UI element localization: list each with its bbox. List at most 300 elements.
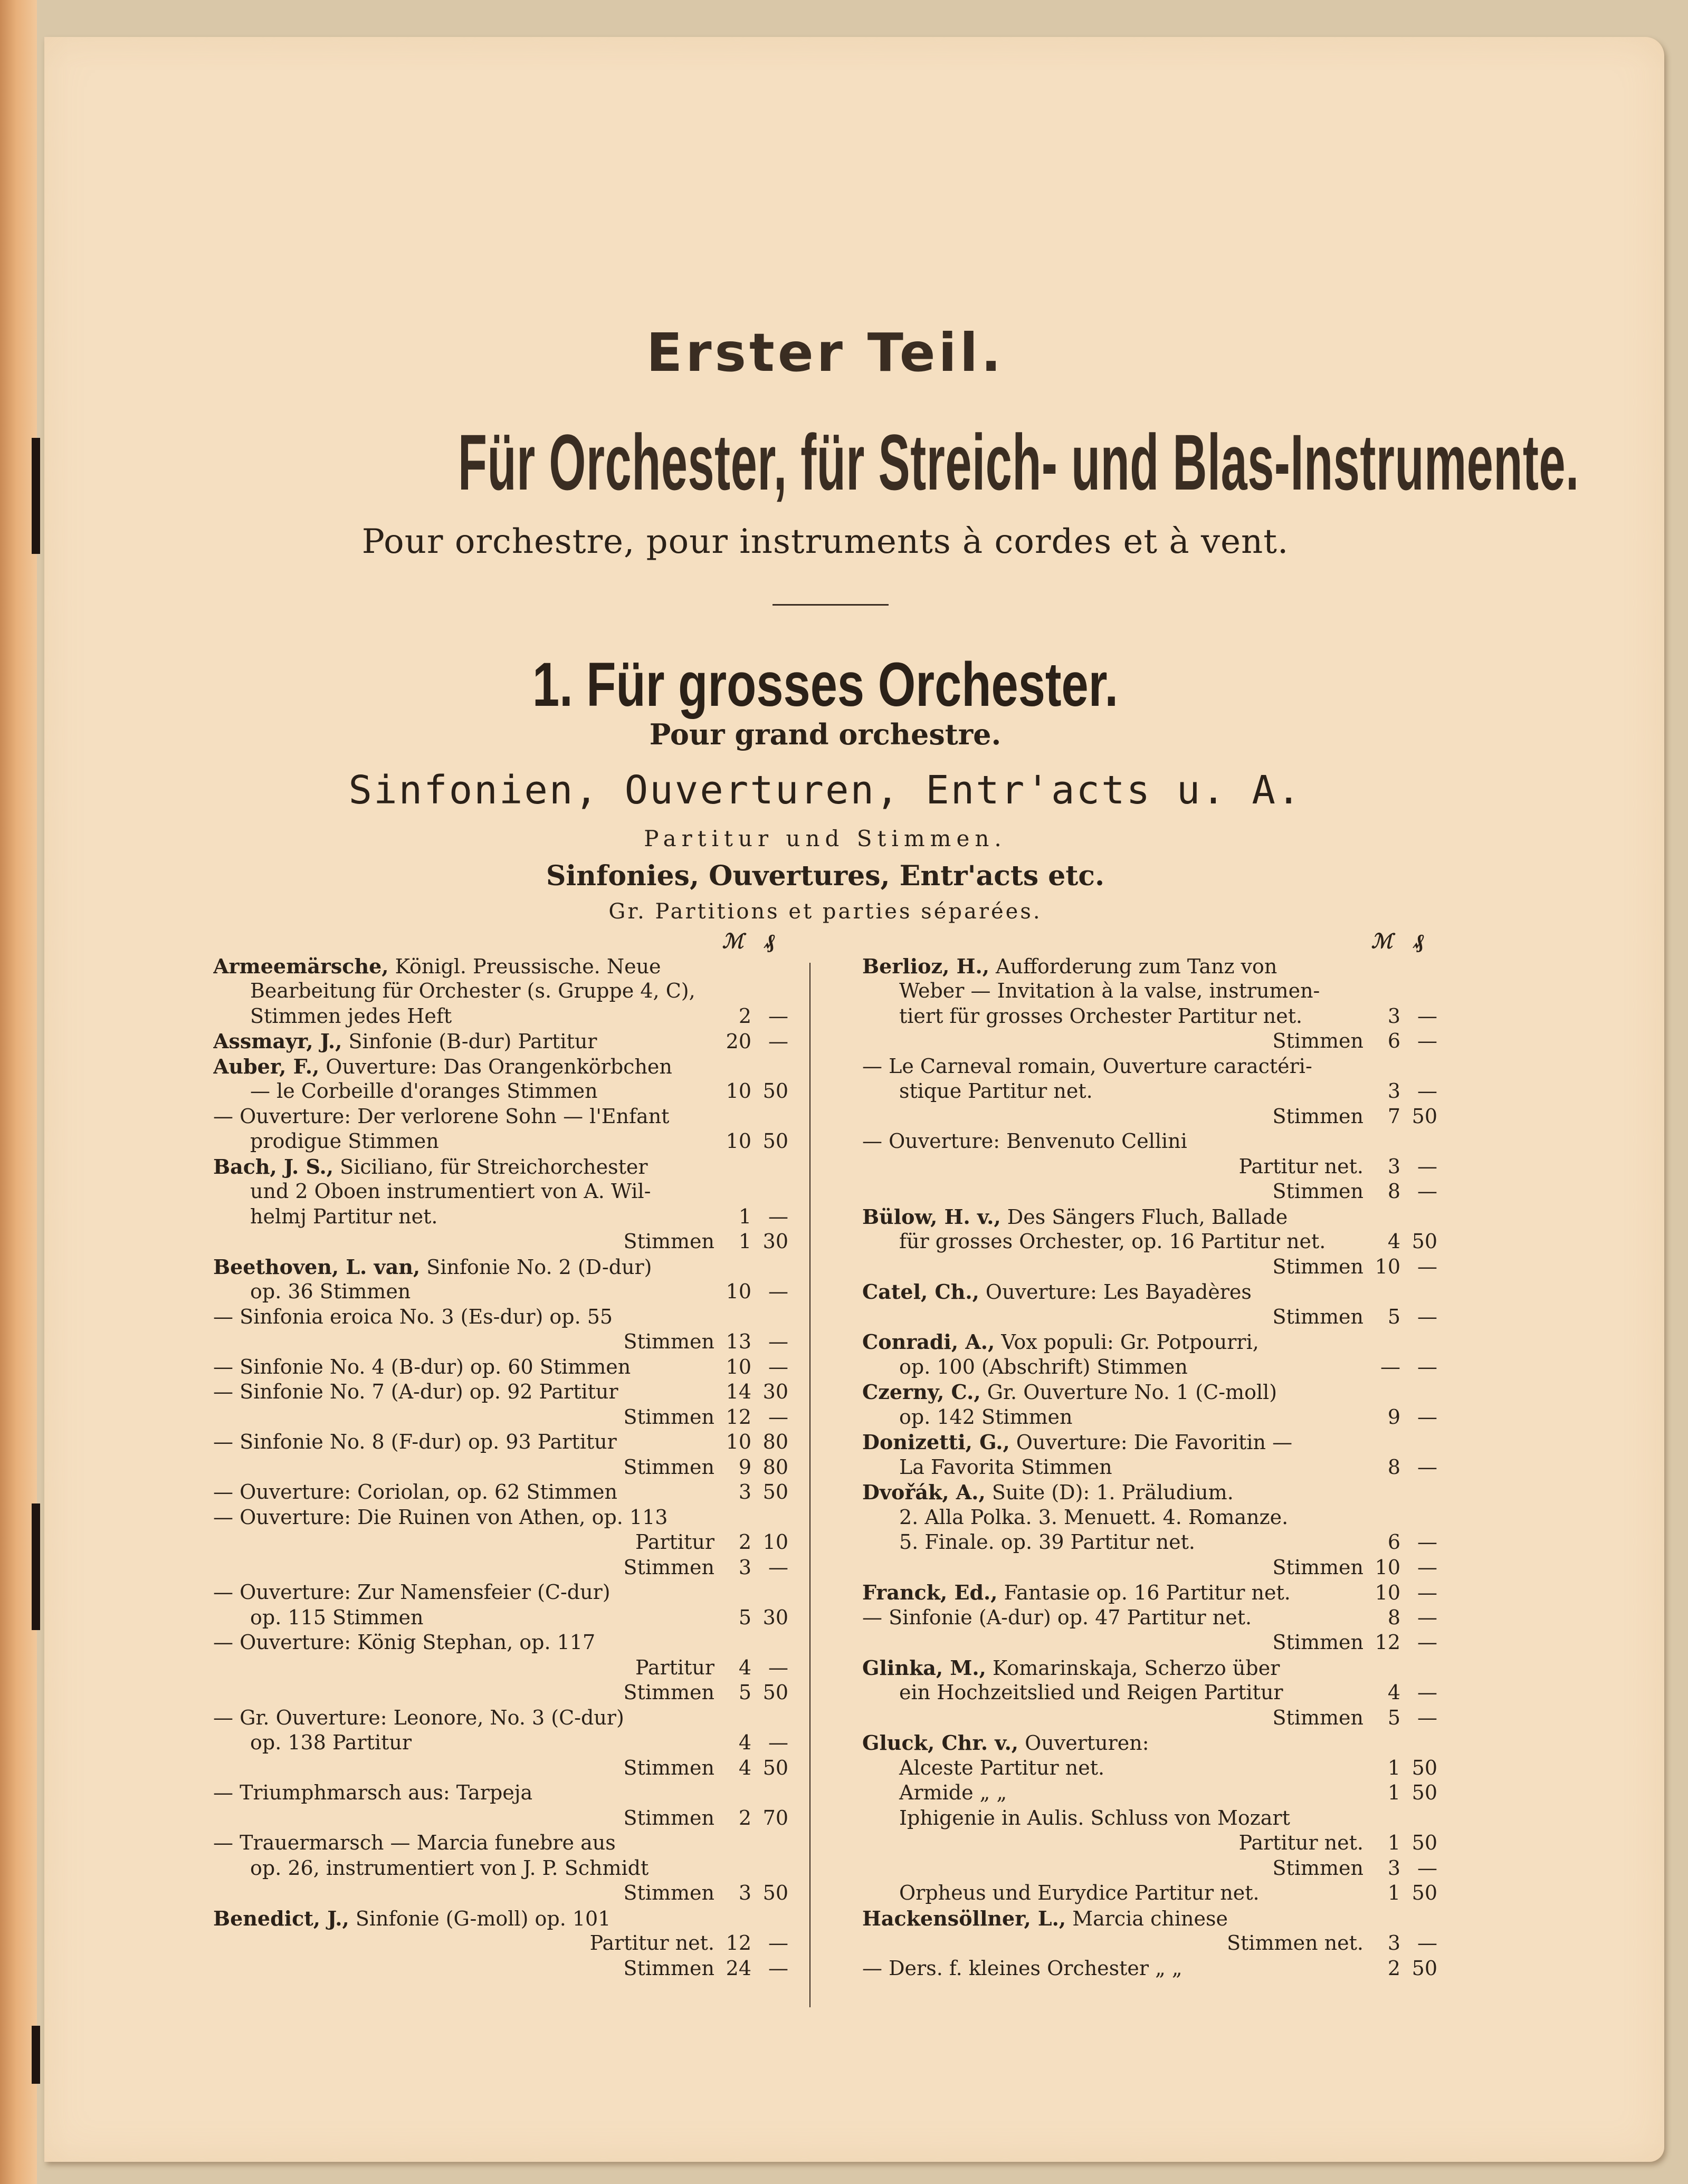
catalogue-entry-line: [862, 1831, 1437, 1856]
entry-text: Königl. Preussische. Neue: [395, 954, 661, 978]
price-pfennig: —: [768, 1004, 788, 1028]
price-pfennig: —: [768, 1405, 788, 1429]
catalogue-entry-line: [862, 1856, 1437, 1881]
composer-name: Bach, J. S.,: [213, 1154, 333, 1179]
entry-description: [213, 1931, 714, 1956]
catalogue-entry-line: [213, 1931, 788, 1956]
catalogue-entry-line: [862, 1455, 1437, 1480]
entry-description: [213, 954, 714, 980]
entry-description: [213, 1204, 714, 1230]
composer-name: Beethoven, L. van,: [213, 1254, 421, 1279]
entry-text: Weber — Invitation à la valse, instrumen-: [899, 979, 1320, 1002]
entry-description: [213, 1906, 714, 1932]
entry-description: [213, 1104, 714, 1129]
entry-description: [862, 979, 1363, 1004]
entry-description: [213, 1856, 714, 1881]
price-pfennig: 50: [762, 1129, 788, 1153]
price-mark: 2: [738, 1806, 751, 1829]
entry-description: [213, 1004, 714, 1029]
page-content: [213, 37, 1579, 2162]
entry-description: [213, 1029, 714, 1055]
entry-text: — Ouverture: Zur Namensfeier (C-dur): [213, 1580, 611, 1604]
price-mark: 6: [1387, 1530, 1400, 1554]
price-mark: 10: [1375, 1555, 1400, 1579]
price-pfennig: —: [768, 1204, 788, 1228]
entry-text: Stimmen: [623, 1806, 714, 1829]
price-pfennig: —: [1417, 1706, 1437, 1729]
price-mark: 2: [738, 1004, 751, 1028]
entry-description: [862, 1254, 1363, 1280]
price-pfennig: 70: [762, 1806, 788, 1829]
catalogue-entry-line: [862, 1630, 1437, 1655]
price-pfennig: 50: [762, 1681, 788, 1704]
entry-description: [862, 1054, 1363, 1079]
entry-description: [213, 1355, 714, 1380]
catalogue-entry-line: [213, 1806, 788, 1831]
catalogue-entry-line: [862, 1655, 1437, 1681]
catalogue-entry-line: [862, 1154, 1437, 1180]
catalogue-entry-line: [862, 954, 1437, 979]
catalogue-entry-line: [862, 1555, 1437, 1580]
binding-mark: [32, 438, 40, 554]
price-pfennig: 10: [762, 1530, 788, 1554]
catalogue-entry-line: [213, 1305, 788, 1330]
price-mark: 1: [738, 1204, 751, 1228]
catalogue-entry-line: [862, 1706, 1437, 1731]
entry-text: Partitur: [635, 1655, 714, 1679]
entry-text: Stimmen: [1272, 1180, 1363, 1203]
entry-description: [213, 1881, 714, 1906]
entry-text: Stimmen: [623, 1555, 714, 1579]
entry-text: — Ouverture: Die Ruinen von Athen, op. 113: [213, 1505, 668, 1529]
price-pfennig: —: [1417, 1856, 1437, 1880]
entry-text: — Le Carneval romain, Ouverture caractéri-: [862, 1054, 1312, 1078]
catalogue-entry-line: [862, 1730, 1437, 1756]
price-pfennig: —: [1417, 1154, 1437, 1178]
entry-description: [213, 1806, 714, 1831]
price-mark: 12: [1375, 1631, 1400, 1654]
catalogue-entry-line: [862, 1329, 1437, 1355]
catalogue-entry-line: [862, 1806, 1437, 1831]
price-mark: 6: [1387, 1029, 1400, 1052]
entry-text: Stimmen: [623, 1681, 714, 1704]
entry-text: Stimmen: [623, 1455, 714, 1479]
price-mark: 3: [1387, 1931, 1400, 1955]
catalogue-entry-line: [213, 1229, 788, 1254]
entry-description: [213, 1229, 714, 1254]
entry-text: ein Hochzeitslied und Reigen Partitur: [899, 1681, 1283, 1704]
catalogue-entry-line: [213, 1580, 788, 1605]
price-mark: —: [1380, 1355, 1400, 1378]
catalogue-entry-line: [213, 1680, 788, 1706]
catalogue-entry-line: [862, 1129, 1437, 1154]
entry-description: [862, 1881, 1363, 1906]
entry-description: [862, 1831, 1363, 1856]
price-mark: 4: [738, 1756, 751, 1779]
composer-name: Assmayr, J.,: [213, 1029, 342, 1053]
catalogue-entry-line: [862, 1906, 1437, 1931]
entry-description: [213, 979, 714, 1004]
price-pfennig: 80: [762, 1430, 788, 1453]
catalogue-entry-line: [862, 1956, 1437, 1981]
catalogue-entry-line: [862, 1405, 1437, 1430]
entry-text: Sinfonie (B-dur) Partitur: [348, 1030, 597, 1053]
entry-text: — Trauermarsch — Marcia funebre aus: [213, 1831, 616, 1854]
entry-text: Iphigenie in Aulis. Schluss von Mozart: [899, 1806, 1290, 1829]
catalogue-entry-line: [213, 1706, 788, 1731]
price-mark: 12: [726, 1405, 751, 1429]
catalogue-entry-line: [862, 1054, 1437, 1079]
composer-name: Benedict, J.,: [213, 1906, 349, 1930]
entry-text: Stimmen net.: [1227, 1931, 1363, 1955]
entry-description: [213, 1329, 714, 1355]
entry-text: — Sinfonie No. 8 (F-dur) op. 93 Partitur: [213, 1430, 617, 1453]
column-divider: [809, 963, 810, 2007]
subsection-note-french: Gr. Partitions et parties séparées.: [608, 899, 1042, 924]
entry-description: [213, 1254, 714, 1280]
entry-text: Stimmen: [1272, 1706, 1363, 1729]
price-mark: 8: [1387, 1605, 1400, 1629]
catalogue-entry-line: [213, 1655, 788, 1681]
entry-text: Fantasie op. 16 Partitur net.: [1004, 1581, 1291, 1604]
entry-description: [213, 1179, 714, 1204]
catalogue-entry-line: [213, 1179, 788, 1204]
catalogue-entry-line: [862, 1355, 1437, 1380]
entry-text: Ouverture: Das Orangenkörbchen: [326, 1055, 672, 1078]
composer-name: Catel, Ch.,: [862, 1280, 979, 1304]
price-pfennig: 30: [762, 1605, 788, 1629]
entry-description: [213, 1154, 714, 1180]
currency-header: [862, 928, 1437, 954]
entry-text: — Ouverture: König Stephan, op. 117: [213, 1631, 596, 1654]
entry-text: — le Corbeille d'oranges Stimmen: [250, 1079, 598, 1103]
entry-description: [862, 1380, 1363, 1405]
catalogue-entry-line: [213, 1129, 788, 1154]
price-pfennig: —: [1417, 1530, 1437, 1554]
catalogue-entry-line: [862, 1029, 1437, 1054]
price-pfennig: —: [1417, 1581, 1437, 1604]
price-mark: 10: [726, 1129, 751, 1153]
price-mark: 14: [726, 1380, 751, 1403]
price-pfennig: —: [768, 1280, 788, 1303]
entry-description: [213, 1730, 714, 1756]
price-pfennig: 50: [1412, 1230, 1437, 1253]
catalogue-entry-line: [213, 1831, 788, 1856]
catalogue-entry-line: [213, 1029, 788, 1054]
entry-text: Stimmen: [1272, 1029, 1363, 1052]
entry-text: — Sinfonia eroica No. 3 (Es-dur) op. 55: [213, 1305, 613, 1328]
price-pfennig: —: [1417, 1305, 1437, 1328]
entry-description: [862, 1555, 1363, 1580]
price-pfennig: 50: [1412, 1756, 1437, 1779]
entry-text: — Sinfonie No. 4 (B-dur) op. 60 Stimmen: [213, 1355, 631, 1378]
entry-description: [862, 1530, 1363, 1555]
entry-text: Stimmen: [1272, 1631, 1363, 1654]
entry-description: [213, 1380, 714, 1405]
price-mark: 10: [726, 1355, 751, 1378]
catalogue-entry-line: [213, 1780, 788, 1806]
entry-description: [213, 1831, 714, 1856]
entry-text: — Gr. Ouverture: Leonore, No. 3 (C-dur): [213, 1706, 624, 1729]
entry-text: Stimmen: [1272, 1104, 1363, 1128]
catalogue-entry-line: [862, 1380, 1437, 1405]
entry-text: op. 115 Stimmen: [250, 1605, 424, 1629]
catalogue-entry-line: [213, 1856, 788, 1881]
subsection-note: Partitur und Stimmen.: [644, 826, 1007, 851]
catalogue-entry-line: [213, 1730, 788, 1756]
entry-text: Armide „ „: [899, 1781, 1007, 1804]
entry-text: Stimmen: [1272, 1254, 1363, 1278]
price-pfennig: —: [1417, 1631, 1437, 1654]
composer-name: Czerny, C.,: [862, 1380, 981, 1404]
price-mark: 1: [738, 1230, 751, 1253]
price-mark: 1: [1387, 1781, 1400, 1804]
catalogue-entry-line: [862, 1756, 1437, 1781]
price-mark: 2: [1387, 1956, 1400, 1980]
catalogue-entry-line: [213, 1605, 788, 1631]
catalogue-entry-line: [213, 1204, 788, 1230]
entry-text: Sinfonie No. 2 (D-dur): [426, 1255, 652, 1279]
entry-text: Stimmen: [1272, 1856, 1363, 1880]
catalogue-entry-line: [862, 1430, 1437, 1455]
entry-description: [213, 1605, 714, 1631]
catalogue-entry-line: [213, 1254, 788, 1280]
catalogue-entry-line: [862, 1780, 1437, 1806]
catalogue-entry-line: [862, 1931, 1437, 1956]
price-pfennig: —: [1417, 1681, 1437, 1704]
entry-text: Stimmen: [1272, 1555, 1363, 1579]
price-pfennig: 50: [762, 1079, 788, 1103]
entry-text: — Ders. f. kleines Orchester „ „: [862, 1956, 1182, 1980]
entry-description: [862, 1856, 1363, 1881]
catalogue-entry-line: [862, 1179, 1437, 1204]
price-mark: 24: [726, 1956, 751, 1980]
catalogue-entry-line: [213, 1054, 788, 1079]
entry-text: Marcia chinese: [1072, 1907, 1228, 1930]
entry-description: [213, 1680, 714, 1706]
price-pfennig: —: [768, 1555, 788, 1579]
subsection-heading-french: Sinfonies, Ouvertures, Entr'acts etc.: [546, 860, 1105, 892]
entry-description: [213, 1580, 714, 1605]
catalogue-entry-line: [862, 1004, 1437, 1029]
composer-name: Gluck, Chr. v.,: [862, 1731, 1019, 1755]
catalogue-entry-line: [213, 1355, 788, 1380]
entry-text: Stimmen: [623, 1881, 714, 1904]
price-mark: 8: [1387, 1180, 1400, 1203]
price-pfennig: —: [1417, 1605, 1437, 1629]
price-mark: 9: [738, 1455, 751, 1479]
entry-description: [213, 1956, 714, 1981]
price-pfennig: —: [768, 1330, 788, 1353]
entry-text: — Ouverture: Benvenuto Cellini: [862, 1129, 1187, 1153]
catalogue-entry-line: [213, 954, 788, 979]
catalogue-column-left: [213, 928, 788, 1981]
catalogue-entry-line: [213, 1505, 788, 1530]
entry-text: Gr. Ouverture No. 1 (C-moll): [987, 1381, 1277, 1404]
composer-name: Glinka, M.,: [862, 1655, 986, 1680]
catalogue-entry-line: [213, 1079, 788, 1104]
entry-description: [862, 1279, 1363, 1305]
entry-text: und 2 Oboen instrumentiert von A. Wil-: [250, 1180, 651, 1203]
entry-text: op. 142 Stimmen: [899, 1405, 1073, 1429]
entry-text: Suite (D): 1. Präludium.: [991, 1481, 1234, 1504]
price-mark: 3: [1387, 1079, 1400, 1103]
section-heading: 1. Für grosses Orchester.: [532, 650, 1119, 720]
entry-text: Partitur net.: [1238, 1831, 1363, 1854]
catalogue-entry-line: [213, 1630, 788, 1655]
entry-description: [862, 1630, 1363, 1655]
composer-name: Donizetti, G.,: [862, 1430, 1010, 1454]
entry-description: [213, 1780, 714, 1806]
catalogue-entry-line: [213, 1405, 788, 1430]
price-mark: 5: [1387, 1305, 1400, 1328]
catalogue-entry-line: [862, 1505, 1437, 1530]
price-pfennig: 30: [762, 1230, 788, 1253]
price-pfennig: —: [1417, 1029, 1437, 1052]
entry-text: — Ouverture: Der verlorene Sohn — l'Enfant: [213, 1104, 670, 1128]
entry-text: op. 26, instrumentiert von J. P. Schmidt: [250, 1856, 649, 1880]
entry-list: [213, 954, 788, 1981]
catalogue-entry-line: [862, 1305, 1437, 1330]
part-heading: Erster Teil.: [646, 322, 1005, 384]
catalogue-entry-line: [213, 1004, 788, 1029]
entry-description: [213, 1505, 714, 1530]
subsection-heading: Sinfonien, Ouverturen, Entr'acts u. A.: [348, 768, 1302, 813]
entry-text: Sinfonie (G-moll) op. 101: [355, 1907, 611, 1930]
entry-text: Partitur net.: [1238, 1154, 1363, 1178]
price-pfennig: —: [1417, 1180, 1437, 1203]
entry-text: — Sinfonie (A-dur) op. 47 Partitur net.: [862, 1605, 1252, 1629]
price-pfennig: —: [1417, 1405, 1437, 1429]
price-pfennig: 50: [1412, 1104, 1437, 1128]
composer-name: Berlioz, H.,: [862, 954, 989, 978]
price-pfennig: 50: [1412, 1881, 1437, 1904]
catalogue-entry-line: [862, 1530, 1437, 1555]
price-mark: 4: [1387, 1681, 1400, 1704]
catalogue-entry-line: [862, 1104, 1437, 1129]
entry-description: [862, 1129, 1363, 1154]
composer-name: Dvořák, A.,: [862, 1480, 986, 1504]
price-mark: 10: [726, 1079, 751, 1103]
entry-text: — Triumphmarsch aus: Tarpeja: [213, 1781, 533, 1804]
price-pfennig: 50: [762, 1881, 788, 1904]
price-pfennig: —: [1417, 1931, 1437, 1955]
entry-description: [862, 1605, 1363, 1631]
entry-text: Ouverture: Les Bayadères: [985, 1280, 1252, 1304]
entry-description: [862, 1204, 1363, 1230]
entry-text: Stimmen: [623, 1330, 714, 1353]
composer-name: Hackensöllner, L.,: [862, 1906, 1066, 1930]
catalogue-entry-line: [862, 1580, 1437, 1605]
price-pfennig: 50: [1412, 1831, 1437, 1854]
entry-description: [862, 1430, 1363, 1455]
entry-text: — Ouverture: Coriolan, op. 62 Stimmen: [213, 1480, 617, 1503]
entry-text: 5. Finale. op. 39 Partitur net.: [899, 1530, 1195, 1554]
catalogue-entry-line: [862, 1680, 1437, 1706]
catalogue-entry-line: [213, 1380, 788, 1405]
catalogue-entry-line: [213, 1555, 788, 1580]
catalogue-entry-line: [213, 1455, 788, 1480]
entry-text: Stimmen: [623, 1956, 714, 1980]
entry-list: [862, 954, 1437, 1981]
price-mark: 12: [726, 1931, 751, 1955]
entry-description: [862, 1455, 1363, 1480]
entry-description: [213, 1756, 714, 1781]
price-mark: 1: [1387, 1881, 1400, 1904]
price-mark: 10: [1375, 1581, 1400, 1604]
catalogue-entry-line: [213, 979, 788, 1004]
price-pfennig: 50: [1412, 1781, 1437, 1804]
entry-description: [862, 1004, 1363, 1029]
currency-header: [213, 928, 788, 954]
price-mark: 10: [726, 1430, 751, 1453]
catalogue-entry-line: [213, 1104, 788, 1129]
entry-description: [862, 1079, 1363, 1104]
entry-text: Stimmen: [1272, 1305, 1363, 1328]
price-pfennig: —: [768, 1655, 788, 1679]
title-german: Für Orchester, für Streich- und Blas-Instrumente.: [458, 418, 1579, 506]
entry-description: [862, 1329, 1363, 1355]
catalogue-entry-line: [213, 1279, 788, 1305]
entry-text: Stimmen: [623, 1405, 714, 1429]
price-mark: 13: [726, 1330, 751, 1353]
catalogue-entry-line: [862, 1204, 1437, 1230]
entry-text: Bearbeitung für Orchester (s. Gruppe 4, C),: [250, 979, 695, 1002]
price-mark: 4: [738, 1655, 751, 1679]
entry-description: [862, 1780, 1363, 1806]
entry-description: [213, 1305, 714, 1330]
entry-text: Aufforderung zum Tanz von: [996, 954, 1277, 978]
price-pfennig: —: [1417, 1455, 1437, 1479]
catalogue-entry-line: [862, 1881, 1437, 1906]
currency-pfennig: ₰: [765, 929, 775, 953]
divider-rule: [773, 604, 889, 606]
price-mark: 10: [726, 1280, 751, 1303]
price-mark: 20: [726, 1030, 751, 1053]
catalogue-entry-line: [213, 1329, 788, 1355]
entry-description: [862, 1405, 1363, 1430]
entry-description: [862, 1505, 1363, 1530]
entry-text: 2. Alla Polka. 3. Menuett. 4. Romanze.: [899, 1505, 1289, 1529]
catalogue-entry-line: [213, 1756, 788, 1781]
price-mark: 8: [1387, 1455, 1400, 1479]
price-mark: 3: [1387, 1004, 1400, 1028]
entry-text: Stimmen: [623, 1756, 714, 1779]
catalogue-entry-line: [862, 1229, 1437, 1254]
price-mark: 3: [1387, 1154, 1400, 1178]
catalogue-entry-line: [213, 1154, 788, 1180]
composer-name: Armeemärsche,: [213, 954, 389, 978]
entry-description: [862, 1956, 1363, 1981]
entry-text: La Favorita Stimmen: [899, 1455, 1112, 1479]
entry-description: [862, 1305, 1363, 1330]
entry-description: [862, 1680, 1363, 1706]
price-pfennig: 80: [762, 1455, 788, 1479]
entry-text: helmj Partitur net.: [250, 1204, 438, 1228]
price-mark: 9: [1387, 1405, 1400, 1429]
section-heading-french: Pour grand orchestre.: [649, 717, 1002, 751]
entry-text: — Sinfonie No. 7 (A-dur) op. 92 Partitur: [213, 1380, 618, 1403]
price-mark: 2: [738, 1530, 751, 1554]
entry-description: [213, 1706, 714, 1731]
entry-description: [213, 1655, 714, 1681]
entry-text: Alceste Partitur net.: [899, 1756, 1105, 1779]
catalogue-page: [44, 37, 1664, 2162]
entry-description: [213, 1129, 714, 1154]
price-pfennig: —: [768, 1030, 788, 1053]
entry-description: [213, 1630, 714, 1655]
price-mark: 5: [738, 1681, 751, 1704]
